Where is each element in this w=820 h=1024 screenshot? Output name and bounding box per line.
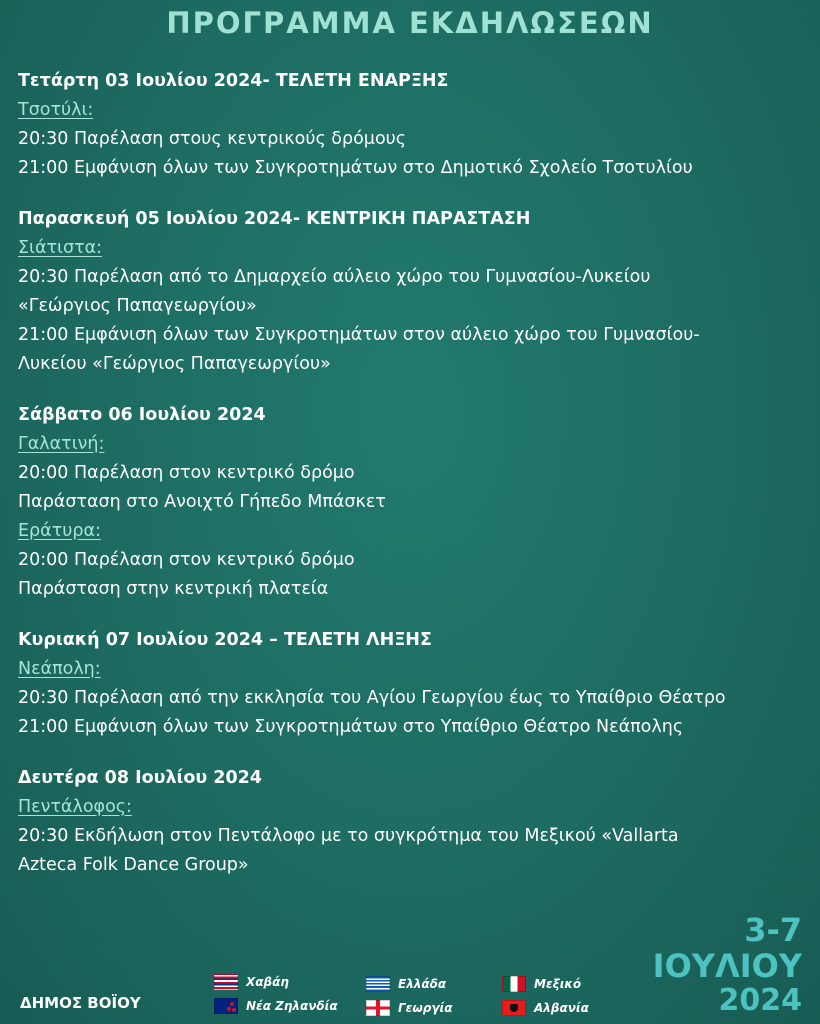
event-line: Παράσταση στην κεντρική πλατεία: [18, 579, 329, 599]
participating-countries: [214, 974, 634, 1020]
albania-flag-icon: [502, 1000, 526, 1016]
event-section-5: [18, 763, 808, 880]
greece-flag-icon: [366, 976, 390, 992]
country-item: [502, 976, 581, 992]
event-heading: Τετάρτη 03 Ιουλίου 2024- ΤΕΛΕΤΗ ΕΝΑΡΞΗΣ: [18, 71, 449, 91]
event-location: Γαλατινή:: [18, 434, 105, 454]
event-line: Λυκείου «Γεώργιος Παπαγεωργίου»: [18, 354, 331, 374]
event-line: 20:30 Παρέλαση στους κεντρικούς δρόμους: [18, 129, 407, 149]
event-location: Τσοτύλι:: [18, 100, 94, 120]
event-heading: Παρασκευή 05 Ιουλίου 2024- ΚΕΝΤΡΙΚΗ ΠΑΡΑΣΤΑΣΗ: [18, 209, 531, 229]
municipality-logo: ΔΗΜΟΣ ΒΟΪΟΥ: [20, 994, 141, 1012]
country-name: Ελλάδα: [398, 977, 447, 991]
event-schedule: [18, 66, 808, 901]
event-line: 20:00 Παρέλαση στον κεντρικό δρόμο: [18, 463, 355, 483]
event-heading: Δευτέρα 08 Ιουλίου 2024: [18, 768, 262, 788]
country-name: Μεξικό: [534, 977, 582, 991]
event-line: «Γεώργιος Παπαγεωργίου»: [18, 296, 257, 316]
event-location: Σιάτιστα:: [18, 238, 103, 258]
country-name: Γεωργία: [398, 1001, 453, 1015]
event-line: 21:00 Εμφάνιση όλων των Συγκροτημάτων στο Υπαίθριο Θέατρο Νεάπολης: [18, 717, 684, 737]
festival-dates: [622, 912, 802, 1018]
country-item: [502, 1000, 589, 1016]
event-line: 20:00 Παρέλαση στον κεντρικό δρόμο: [18, 550, 355, 570]
country-item: [366, 976, 446, 992]
date-year: 2024: [718, 983, 802, 1018]
country-name: Νέα Ζηλανδία: [246, 999, 338, 1013]
mexico-flag-icon: [502, 976, 526, 992]
country-item: [214, 998, 338, 1014]
country-name: Χαβάη: [246, 975, 289, 989]
event-section-3: [18, 400, 808, 604]
new-zealand-flag-icon: [214, 998, 238, 1014]
country-item: [366, 1000, 452, 1016]
georgia-flag-icon: [366, 1000, 390, 1016]
event-line: 20:30 Παρέλαση από το Δημαρχείο αύλειο χώρο του Γυμνασίου-Λυκείου: [18, 267, 651, 287]
hawaii-flag-icon: [214, 974, 238, 990]
event-section-4: [18, 625, 808, 742]
event-heading: Κυριακή 07 Ιουλίου 2024 – ΤΕΛΕΤΗ ΛΗΞΗΣ: [18, 630, 432, 650]
event-line: 20:30 Εκδήλωση στον Πεντάλοφο με το συγκρότημα του Μεξικού «Vallarta: [18, 826, 679, 846]
date-range: 3-7: [744, 911, 802, 949]
event-line: 21:00 Εμφάνιση όλων των Συγκροτημάτων στο Δημοτικό Σχολείο Τσοτυλίου: [18, 158, 693, 178]
event-line: 20:30 Παρέλαση από την εκκλησία του Αγίου Γεωργίου έως το Υπαίθριο Θέατρο: [18, 688, 726, 708]
event-location: Νεάπολη:: [18, 659, 101, 679]
date-month: ΙΟΥΛΙΟΥ: [652, 947, 802, 985]
event-section-1: [18, 66, 808, 183]
event-line: Παράσταση στο Ανοιχτό Γήπεδο Μπάσκετ: [18, 492, 386, 512]
event-location: Εράτυρα:: [18, 521, 101, 541]
event-heading: Σάββατο 06 Ιουλίου 2024: [18, 405, 266, 425]
page-title: ΠΡΟΓΡΑΜΜΑ ΕΚΔΗΛΩΣΕΩΝ: [166, 6, 654, 40]
country-item: [214, 974, 289, 990]
event-line: Azteca Folk Dance Group»: [18, 855, 249, 875]
country-name: Αλβανία: [534, 1001, 589, 1015]
event-line: 21:00 Εμφάνιση όλων των Συγκροτημάτων στον αύλειο χώρο του Γυμνασίου-: [18, 325, 700, 345]
event-location: Πεντάλοφος:: [18, 797, 132, 817]
event-section-2: [18, 204, 808, 379]
